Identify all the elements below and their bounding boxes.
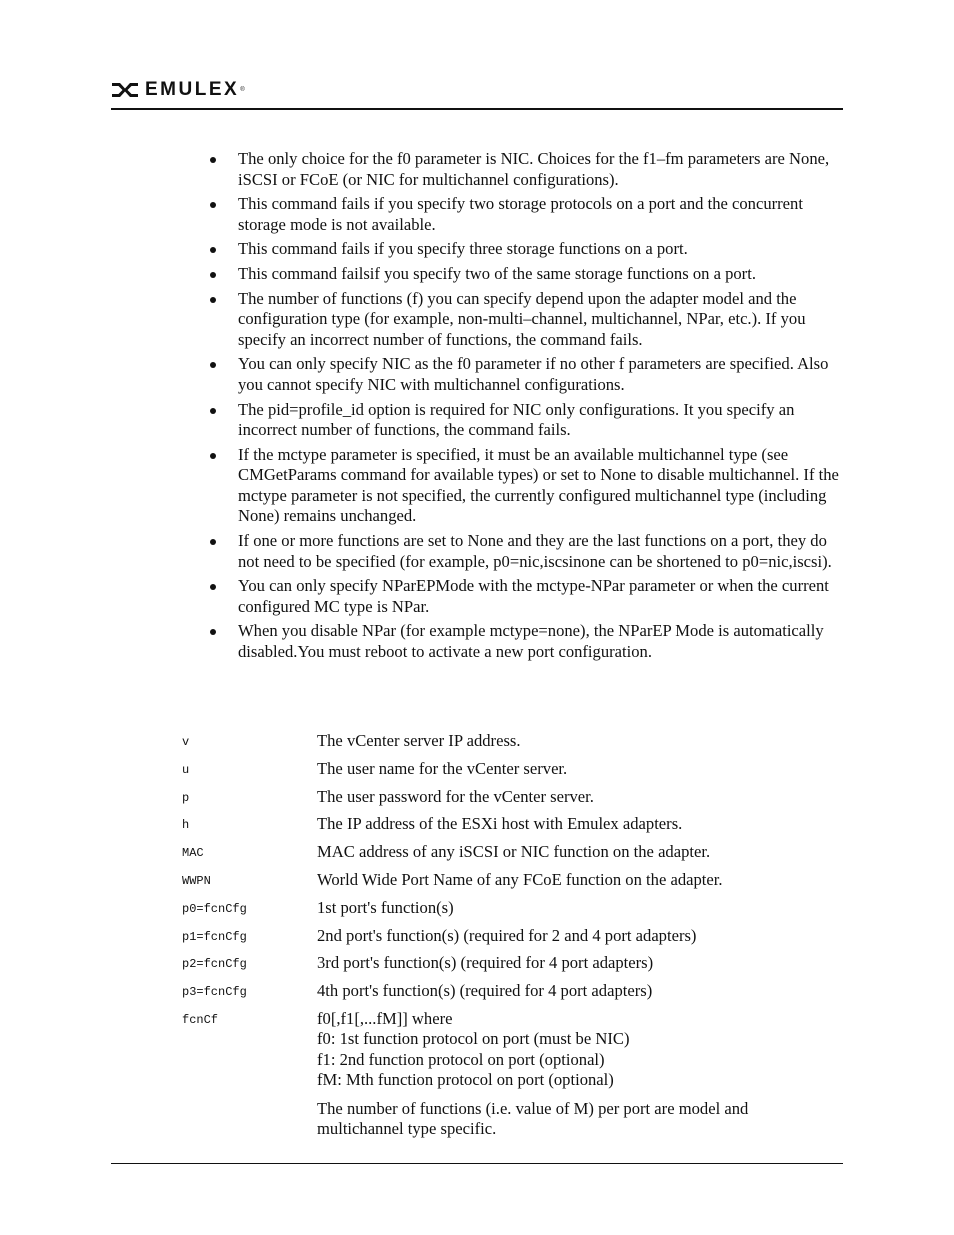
description-line: 2nd port's function(s) (required for 2 and 4 port adapters)	[317, 925, 697, 945]
note-item	[208, 400, 848, 441]
note-text: You can only specify NIC as the f0 parameter if no other f parameters are specified. Also you cannot specify NIC with multichannel configurations.	[238, 354, 829, 394]
note-text: The only choice for the f0 parameter is NIC. Choices for the f1–fm parameters are None, iSCSI or FCoE (or NIC for multichannel configurations).	[238, 149, 830, 189]
parameter-description	[317, 842, 710, 864]
note-item	[208, 445, 848, 527]
parameter-row	[182, 926, 822, 948]
note-text: If one or more functions are set to None and they are the last functions on a port, they do not need to be specified (for example, p0=nic,iscsinone can be shortened to p0=nic,iscsi).	[238, 531, 832, 571]
parameter-name: p2=fcnCfg	[182, 957, 247, 972]
parameter-description	[317, 953, 653, 975]
parameter-description	[317, 814, 682, 836]
note-item	[208, 149, 848, 190]
parameter-description	[317, 731, 521, 753]
note-text: This command fails if you specify two storage protocols on a port and the concurrent storage mode is not available.	[238, 194, 803, 234]
note-item	[208, 576, 848, 617]
bullet-icon	[210, 629, 216, 635]
bullet-icon	[210, 157, 216, 163]
bullet-icon	[210, 362, 216, 368]
parameter-description	[317, 981, 652, 1003]
bullet-icon	[210, 408, 216, 414]
note-text: When you disable NPar (for example mctype=none), the NParEP Mode is automatically disabled.You must reboot to activate a new port configuration.	[238, 621, 824, 661]
bullet-icon	[210, 202, 216, 208]
parameter-description	[317, 870, 723, 892]
parameter-row	[182, 870, 822, 892]
emulex-logo	[111, 80, 245, 100]
note-text: The pid=profile_id option is required for NIC only configurations. It you specify an incorrect number of functions, the command fails.	[238, 399, 795, 440]
note-text: The number of functions (f) you can specify depend upon the adapter model and the configuration type (for example, non-multi–channel, multichannel, NPar, etc.). If you specify an incorrect number of functions, the command fails.	[238, 288, 806, 349]
brand-name: EMULEX	[145, 79, 240, 100]
parameter-name: WWPN	[182, 873, 211, 888]
emulex-logo-icon	[111, 82, 139, 98]
footer-rule	[111, 1163, 843, 1164]
notes-list	[208, 149, 848, 667]
note-item	[208, 239, 848, 260]
note-item	[208, 531, 848, 572]
parameter-description	[317, 759, 567, 781]
description-line: The vCenter server IP address.	[317, 731, 521, 750]
description-line: 1st port's function(s)	[317, 897, 454, 917]
note-item	[208, 264, 848, 285]
note-item	[208, 194, 848, 235]
note-text: This command fails if you specify three storage functions on a port.	[238, 239, 688, 259]
description-line: 3rd port's function(s) (required for 4 port adapters)	[317, 953, 654, 973]
parameter-description	[317, 787, 594, 809]
parameters-table	[182, 731, 822, 1140]
note-item	[208, 354, 848, 395]
parameter-row	[182, 814, 822, 836]
parameter-name: p	[182, 790, 190, 805]
parameter-row	[182, 787, 822, 809]
parameter-name: v	[182, 735, 190, 749]
parameter-name: MAC	[182, 846, 204, 861]
description-line: f0[,f1[,...fM]] where	[317, 1008, 453, 1028]
description-line: f1: 2nd function protocol on port (optional)	[317, 1049, 605, 1069]
parameter-name: p0=fcnCfg	[182, 901, 247, 916]
parameter-name: h	[182, 818, 190, 833]
note-text: This command failsif you specify two of the same storage functions on a port.	[238, 264, 756, 284]
description-line: World Wide Port Name of any FCoE function on the adapter.	[317, 869, 723, 889]
parameter-row	[182, 731, 822, 753]
description-line: 4th port's function(s) (required for 4 port adapters)	[317, 981, 653, 1001]
parameter-row	[182, 842, 822, 864]
trademark: ®	[240, 87, 245, 93]
parameter-row	[182, 953, 822, 975]
parameter-name: fcnCf	[182, 1012, 219, 1027]
description-line: The user password for the vCenter server.	[317, 786, 594, 806]
bullet-icon	[210, 539, 216, 545]
description-line: MAC address of any iSCSI or NIC function on the adapter.	[317, 842, 711, 862]
bullet-icon	[210, 297, 216, 303]
parameter-row	[182, 981, 822, 1003]
bullet-icon	[210, 584, 216, 590]
note-text: You can only specify NParEPMode with the mctype-NPar parameter or when the current configured MC type is NPar.	[238, 576, 829, 616]
parameter-description	[317, 898, 454, 920]
bullet-icon	[210, 272, 216, 278]
note-text: If the mctype parameter is specified, it must be an available multichannel type (see CMGetParams command for available types) or set to None to disable multichannel. If the mctype parameter is not specified, the currently configured multichannel type (including None) remains unchanged.	[238, 444, 839, 526]
parameters-note: The number of functions (i.e. value of M) per port are model and multichannel type specific.	[317, 1098, 749, 1139]
description-line: The IP address of the ESXi host with Emulex adapters.	[317, 814, 683, 834]
parameter-name: p3=fcnCfg	[182, 985, 247, 1000]
description-line: fM: Mth function protocol on port (optional)	[317, 1070, 614, 1090]
parameter-description	[317, 926, 696, 948]
header-rule	[111, 108, 843, 110]
bullet-icon	[210, 453, 216, 459]
parameter-row	[182, 1009, 822, 1091]
parameter-row	[182, 759, 822, 781]
parameter-row	[182, 898, 822, 920]
bullet-icon	[210, 247, 216, 253]
description-line: f0: 1st function protocol on port (must be NIC)	[317, 1029, 630, 1049]
parameter-description	[317, 1009, 629, 1091]
note-item	[208, 289, 848, 351]
description-line: The user name for the vCenter server.	[317, 758, 568, 778]
parameter-name: u	[182, 762, 190, 777]
note-item	[208, 621, 848, 662]
parameter-name: p1=fcnCfg	[182, 929, 247, 944]
